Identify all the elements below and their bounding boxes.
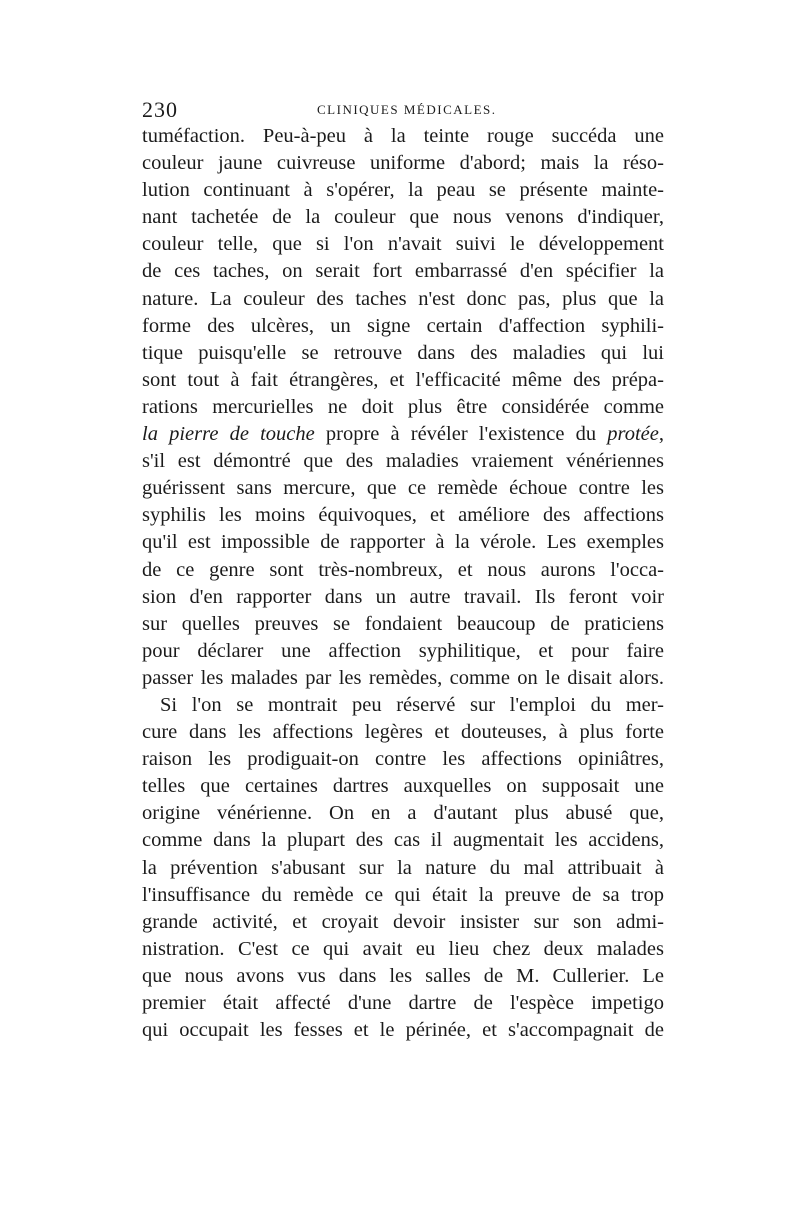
text-line: sion d'en rapporter dans un autre travail. Ils feront voir: [142, 585, 664, 608]
text-line: de ce genre sont très-nombreux, et nous aurons l'occa-: [142, 558, 664, 581]
text-line: couleur jaune cuivreuse uniforme d'abord; mais la réso-: [142, 152, 664, 175]
italic-phrase: la pierre de touche: [142, 423, 315, 446]
text-line: couleur telle, que si l'on n'avait suivi le développement: [142, 233, 664, 256]
text-line: premier était affecté d'une dartre de l'espèce impetigo: [142, 992, 664, 1014]
text-line: rations mercurielles ne doit plus être considérée comme: [142, 395, 664, 418]
text-line: sur quelles preuves se fondaient beaucoup de praticiens: [142, 612, 664, 635]
text-line: syphilis les moins équivoques, et améliore des affections: [142, 504, 664, 527]
italic-phrase: protée: [607, 423, 659, 446]
text-line: nant tachetée de la couleur que nous venons d'indiquer,: [142, 206, 664, 229]
text-line: la prévention s'abusant sur la nature du mal attribuait à: [142, 856, 664, 879]
text-segment: ,: [658, 423, 664, 446]
text-line: telles que certaines dartres auxquelles on supposait une: [142, 775, 664, 798]
text-line: comme dans la plupart des cas il augmentait les accidens,: [142, 829, 664, 852]
text-line: grande activité, et croyait devoir insister sur son admi-: [142, 910, 664, 933]
text-line: origine vénérienne. On en a d'autant plus abusé que,: [142, 802, 664, 825]
body-text: [142, 123, 664, 1044]
text-line: pour déclarer une affection syphilitique, et pour faire: [142, 639, 664, 662]
text-line: tuméfaction. Peu-à-peu à la teinte rouge succéda une: [142, 125, 664, 147]
text-line: que nous avons vus dans les salles de M. Cullerier. Le: [142, 964, 664, 987]
text-line: lution continuant à s'opérer, la peau se présente mainte-: [142, 179, 664, 202]
text-line: Si l'on se montrait peu réservé sur l'emploi du mer-: [160, 693, 664, 716]
text-line: s'il est démontré que des maladies vraiement vénériennes: [142, 450, 664, 473]
text-line: sont tout à fait étrangères, et l'efficacité même des prépa-: [142, 368, 664, 391]
text-line: l'insuffisance du remède ce qui était la preuve de sa trop: [142, 883, 664, 906]
text-line: passer les malades par les remèdes, comme on le disait alors.: [142, 666, 664, 689]
text-line: [142, 421, 664, 448]
text-line: nature. La couleur des taches n'est donc pas, plus que la: [142, 287, 664, 310]
page-header: [142, 97, 664, 122]
text-line: guérissent sans mercure, que ce remède échoue contre les: [142, 477, 664, 500]
page-number: 230: [142, 97, 178, 122]
text-line: cure dans les affections legères et douteuses, à plus forte: [142, 721, 664, 744]
text-line: tique puisqu'elle se retrouve dans des maladies qui lui: [142, 341, 664, 364]
text-line: qu'il est impossible de rapporter à la vérole. Les exemples: [142, 531, 664, 554]
text-line: forme des ulcères, un signe certain d'affection syphili-: [142, 314, 664, 337]
text-line: raison les prodiguait-on contre les affections opiniâtres,: [142, 748, 664, 771]
running-head: CLINIQUES MÉDICALES.: [317, 102, 497, 117]
text-line: qui occupait les fesses et le périnée, et s'accompagnait de: [142, 1019, 664, 1042]
text-line: de ces taches, on serait fort embarrassé d'en spécifier la: [142, 260, 664, 283]
text-segment: propre à révéler l'existence du: [314, 423, 608, 446]
text-line: nistration. C'est ce qui avait eu lieu chez deux malades: [142, 937, 664, 960]
